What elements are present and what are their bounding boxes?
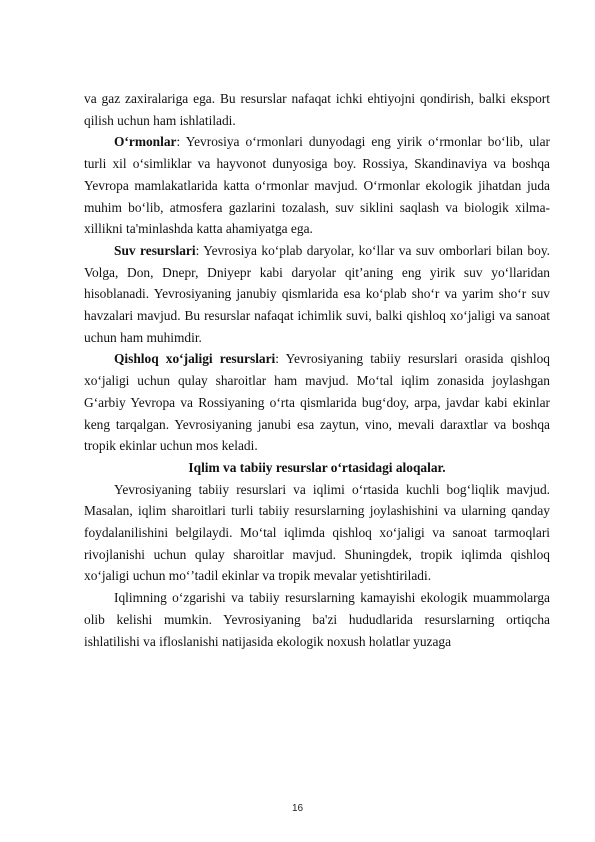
document-page [84,88,550,652]
paragraph-agriculture-resources [84,348,550,457]
paragraph-gas-reserves [84,88,550,131]
paragraph-text: va gaz zaxiralariga ega. Bu resurslar nafaqat ichki ehtiyojni qondirish, balki eksport qilish uchun ham ishlatiladi. [84,91,550,128]
paragraph-text: : Yevrosiyaning tabiiy resurslari orasida qishloq xo‘jaligi uchun qulay sharoitlar ham mavjud. Mo‘tal iqlim zonasida joylashgan G‘arbiy Yevropa va Rossiyaning o‘rta qismlarida bug‘doy, arpa, javdar kabi ekinlar keng tarqalgan. Yevrosiyaning janubi esa zaytun, vino, mevali daraxtlar va boshqa tropik ekinlar uchun mos keladi. [84,351,550,454]
paragraph-text: : Yevrosiya ko‘plab daryolar, ko‘llar va suv omborlari bilan boy. Volga, Don, Dnepr, Dniyepr kabi daryolar qit’aning eng yirik suv yo‘llaridan hisoblanadi. Yevrosiyaning janubiy qismlarida esa ko‘plab sho‘r va yarim sho‘r suv havzalari mavjud. Bu resurslar nafaqat ichimlik suvi, balki qishloq xo‘jaligi va sanoat uchun ham muhimdir. [84,242,550,345]
paragraph-term: Qishloq xo‘jaligi resurslari [114,351,276,367]
paragraph-text: : Yevrosiya o‘rmonlari dunyodagi eng yirik o‘rmonlar bo‘lib, ular turli xil o‘simliklar va hayvonot dunyosiga boy. Rossiya, Skandinaviya va boshqa Yevropa mamlakatlarida katta o‘rmonlar mavjud. O‘rmonlar ekologik jihatdan juda muhim bo‘lib, atmosfera gazlarini tozalash, suv siklini saqlash va biologik xilma-xillikni ta'minlashda katta ahamiyatga ega. [84,134,550,237]
paragraph-forests [84,131,550,240]
paragraph-climate-link: Yevrosiyaning tabiiy resurslari va iqlimi o‘rtasida kuchli bog‘liqlik mavjud. Masalan, iqlim sharoitlari turli tabiiy resurslarning joylashishini va ularning qanday foydalanilishini belgilaydi. Mo‘tal iqlimda qishloq xo‘jaligi va sanoat tarmoqlari rivojlanishi uchun qulay sharoitlar mavjud. Shuningdek, tropik iqlimda qishloq xo‘jaligi uchun mo‘’tadil ekinlar va tropik mevalar yetishtiriladi. [84,481,550,584]
paragraph-climate-change: Iqlimning o‘zgarishi va tabiiy resurslarning kamayishi ekologik muammolarga olib kelishi mumkin. Yevrosiyaning ba'zi hududlarida resurslarning ortiqcha ishlatilishi va ifloslanishi natijasida ekologik noxush holatlar yuzaga [84,590,550,649]
paragraph-term: O‘rmonlar [114,134,177,150]
paragraph-term: Suv resurslari [114,242,196,258]
page-number: 16 [291,803,304,814]
section-heading: Iqlim va tabiiy resurslar o‘rtasidagi aloqalar. [188,459,446,475]
paragraph-water-resources [84,240,550,349]
